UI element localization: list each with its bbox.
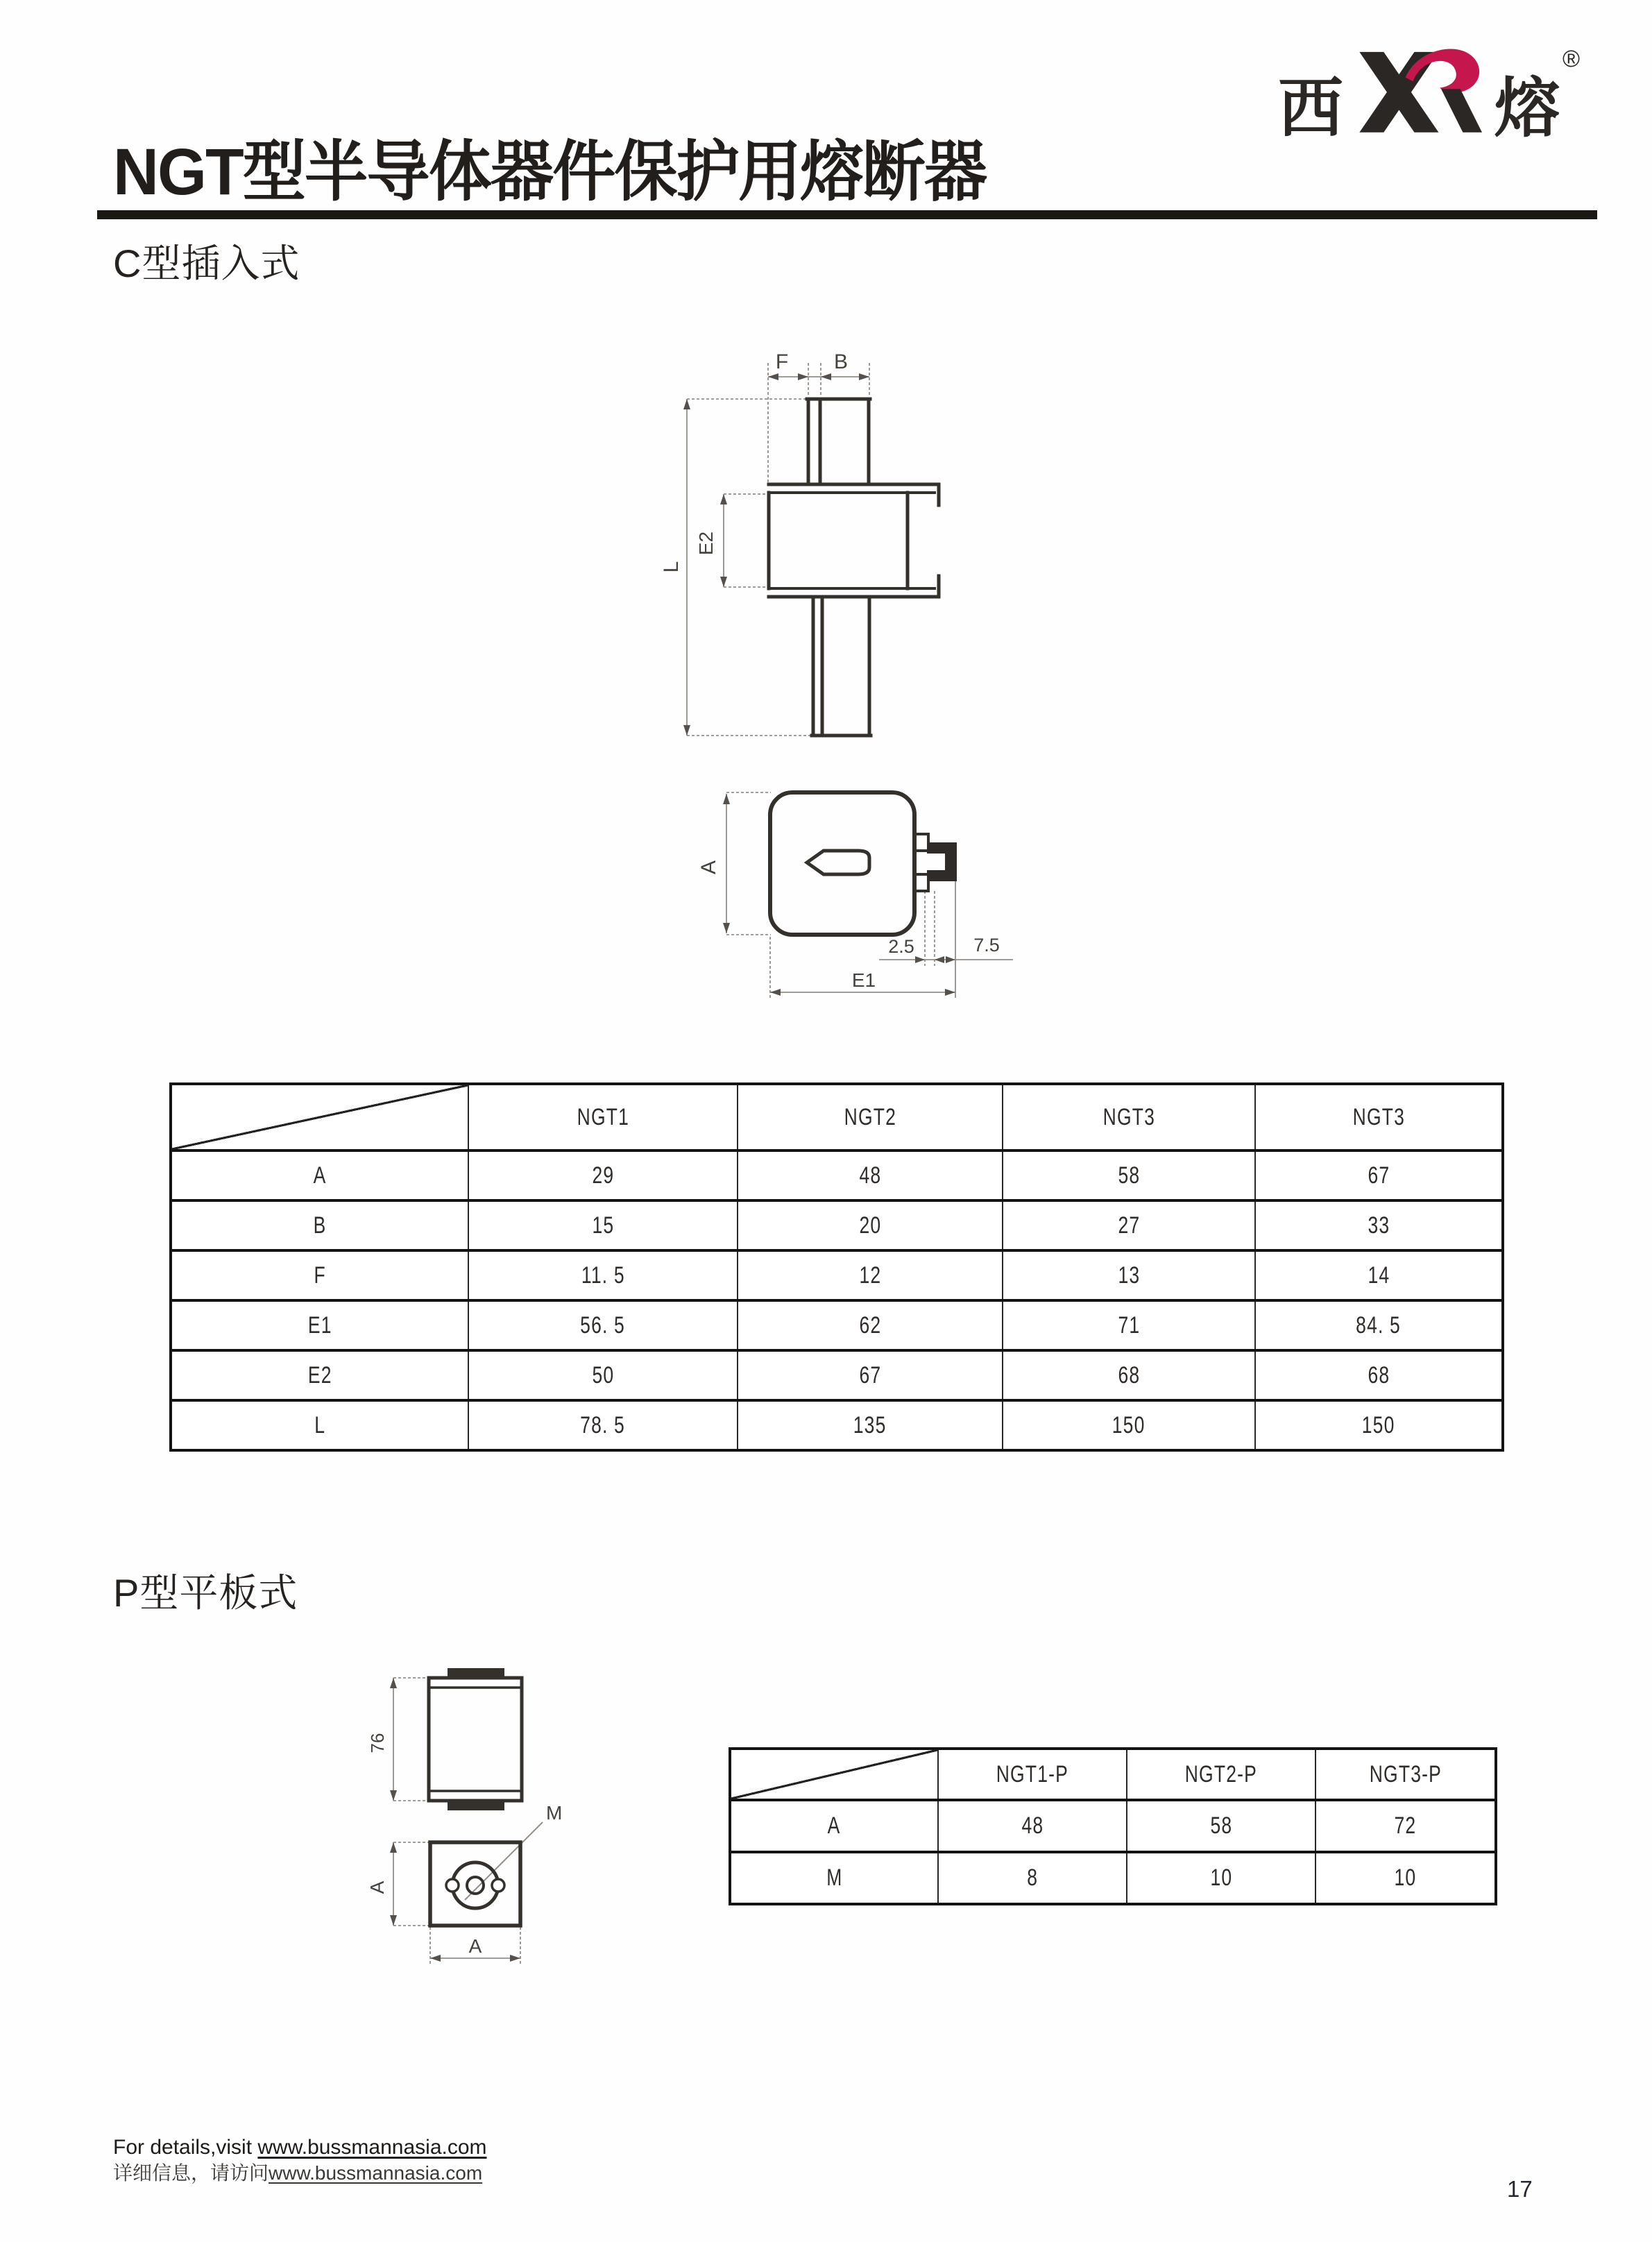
dim-label-76: 76: [367, 1733, 388, 1753]
value-cell: 84. 5: [1255, 1300, 1503, 1350]
table-column-header: NGT3: [1003, 1084, 1255, 1150]
value-cell: 71: [1003, 1300, 1255, 1350]
row-label-cell: E2: [171, 1350, 468, 1400]
p-type-dimension-table: [729, 1747, 1497, 1905]
footer-zh-text: 详细信息，请访问: [113, 2162, 269, 2184]
value-cell: 135: [738, 1400, 1003, 1450]
value-cell: 15: [468, 1200, 738, 1250]
value-cell: 10: [1127, 1852, 1315, 1904]
p-type-drawing: [343, 1617, 649, 2019]
brand-logo: [1278, 43, 1581, 144]
section-label-p-type: P型平板式: [113, 1571, 298, 1615]
value-cell: 20: [738, 1200, 1003, 1250]
section-label-c-type: C型插入式: [113, 241, 300, 285]
table-column-header: NGT1-P: [938, 1749, 1127, 1800]
value-cell: 56. 5: [468, 1300, 738, 1350]
dim-label-7-5: 7.5: [973, 935, 1000, 956]
table-row: [730, 1852, 1496, 1904]
logo-char-right: 熔: [1495, 71, 1559, 144]
value-cell: 13: [1003, 1250, 1255, 1300]
dim-label-a: A: [697, 860, 720, 875]
footer-line-en: [113, 2136, 487, 2159]
value-cell: 29: [468, 1150, 738, 1200]
value-cell: 8: [938, 1852, 1127, 1904]
dim-label-a-side: A: [366, 1880, 388, 1894]
row-label-cell: E1: [171, 1300, 468, 1350]
value-cell: 12: [738, 1250, 1003, 1300]
value-cell: 58: [1127, 1800, 1315, 1852]
table-column-header: NGT1: [468, 1084, 738, 1150]
value-cell: 14: [1255, 1250, 1503, 1300]
table-row: [171, 1300, 1503, 1350]
xr-logo-icon: [1345, 43, 1492, 139]
dim-label-2-5: 2.5: [888, 936, 914, 957]
value-cell: 27: [1003, 1200, 1255, 1250]
value-cell: 58: [1003, 1150, 1255, 1200]
table-row: [171, 1400, 1503, 1450]
title-rule: [97, 210, 1597, 219]
table-column-header: NGT2-P: [1127, 1749, 1315, 1800]
logo-char-left: 西: [1278, 71, 1343, 144]
table-row: [171, 1200, 1503, 1250]
footer-en-text: For details,visit: [113, 2136, 258, 2159]
value-cell: 50: [468, 1350, 738, 1400]
dim-label-l: L: [660, 561, 683, 573]
row-label-cell: A: [171, 1150, 468, 1200]
value-cell: 67: [738, 1350, 1003, 1400]
dim-label-m: M: [546, 1802, 563, 1824]
value-cell: 62: [738, 1300, 1003, 1350]
table-corner-cell: [730, 1749, 938, 1800]
footer-line-zh: [113, 2158, 482, 2186]
footer-en-url[interactable]: www.bussmannasia.com: [257, 2136, 487, 2159]
value-cell: 72: [1315, 1800, 1496, 1852]
table-column-header: NGT3-P: [1315, 1749, 1496, 1800]
page-number: 17: [1507, 2176, 1533, 2202]
dim-label-e1: E1: [851, 969, 876, 991]
value-cell: 48: [738, 1150, 1003, 1200]
registered-mark: ®: [1562, 46, 1581, 72]
dim-label-a-bottom: A: [468, 1935, 482, 1957]
c-type-dimension-table: [169, 1082, 1504, 1452]
table-column-header: NGT2: [738, 1084, 1003, 1150]
table-header-row: [730, 1749, 1496, 1800]
value-cell: 11. 5: [468, 1250, 738, 1300]
table-header-row: [171, 1084, 1503, 1150]
row-label-cell: F: [171, 1250, 468, 1300]
c-type-plan-view-drawing: [635, 742, 1023, 1013]
value-cell: 10: [1315, 1852, 1496, 1904]
dim-label-b: B: [833, 350, 849, 373]
value-cell: 78. 5: [468, 1400, 738, 1450]
value-cell: 48: [938, 1800, 1127, 1852]
row-label-cell: B: [171, 1200, 468, 1250]
value-cell: 150: [1255, 1400, 1503, 1450]
table-row: [730, 1800, 1496, 1852]
row-label-cell: A: [730, 1800, 938, 1852]
dim-label-f: F: [775, 350, 789, 373]
value-cell: 68: [1003, 1350, 1255, 1400]
row-label-cell: L: [171, 1400, 468, 1450]
table-row: [171, 1150, 1503, 1200]
value-cell: 67: [1255, 1150, 1503, 1200]
row-label-cell: M: [730, 1852, 938, 1904]
footer-zh-url[interactable]: www.bussmannasia.com: [269, 2162, 483, 2184]
page-title: NGT型半导体器件保护用熔断器: [113, 135, 987, 209]
table-corner-cell: [171, 1084, 468, 1150]
table-column-header: NGT3: [1255, 1084, 1503, 1150]
c-type-side-view-drawing: [635, 323, 1023, 753]
value-cell: 33: [1255, 1200, 1503, 1250]
table-row: [171, 1250, 1503, 1300]
value-cell: 150: [1003, 1400, 1255, 1450]
table-row: [171, 1350, 1503, 1400]
value-cell: 68: [1255, 1350, 1503, 1400]
dim-label-e2: E2: [695, 531, 717, 556]
